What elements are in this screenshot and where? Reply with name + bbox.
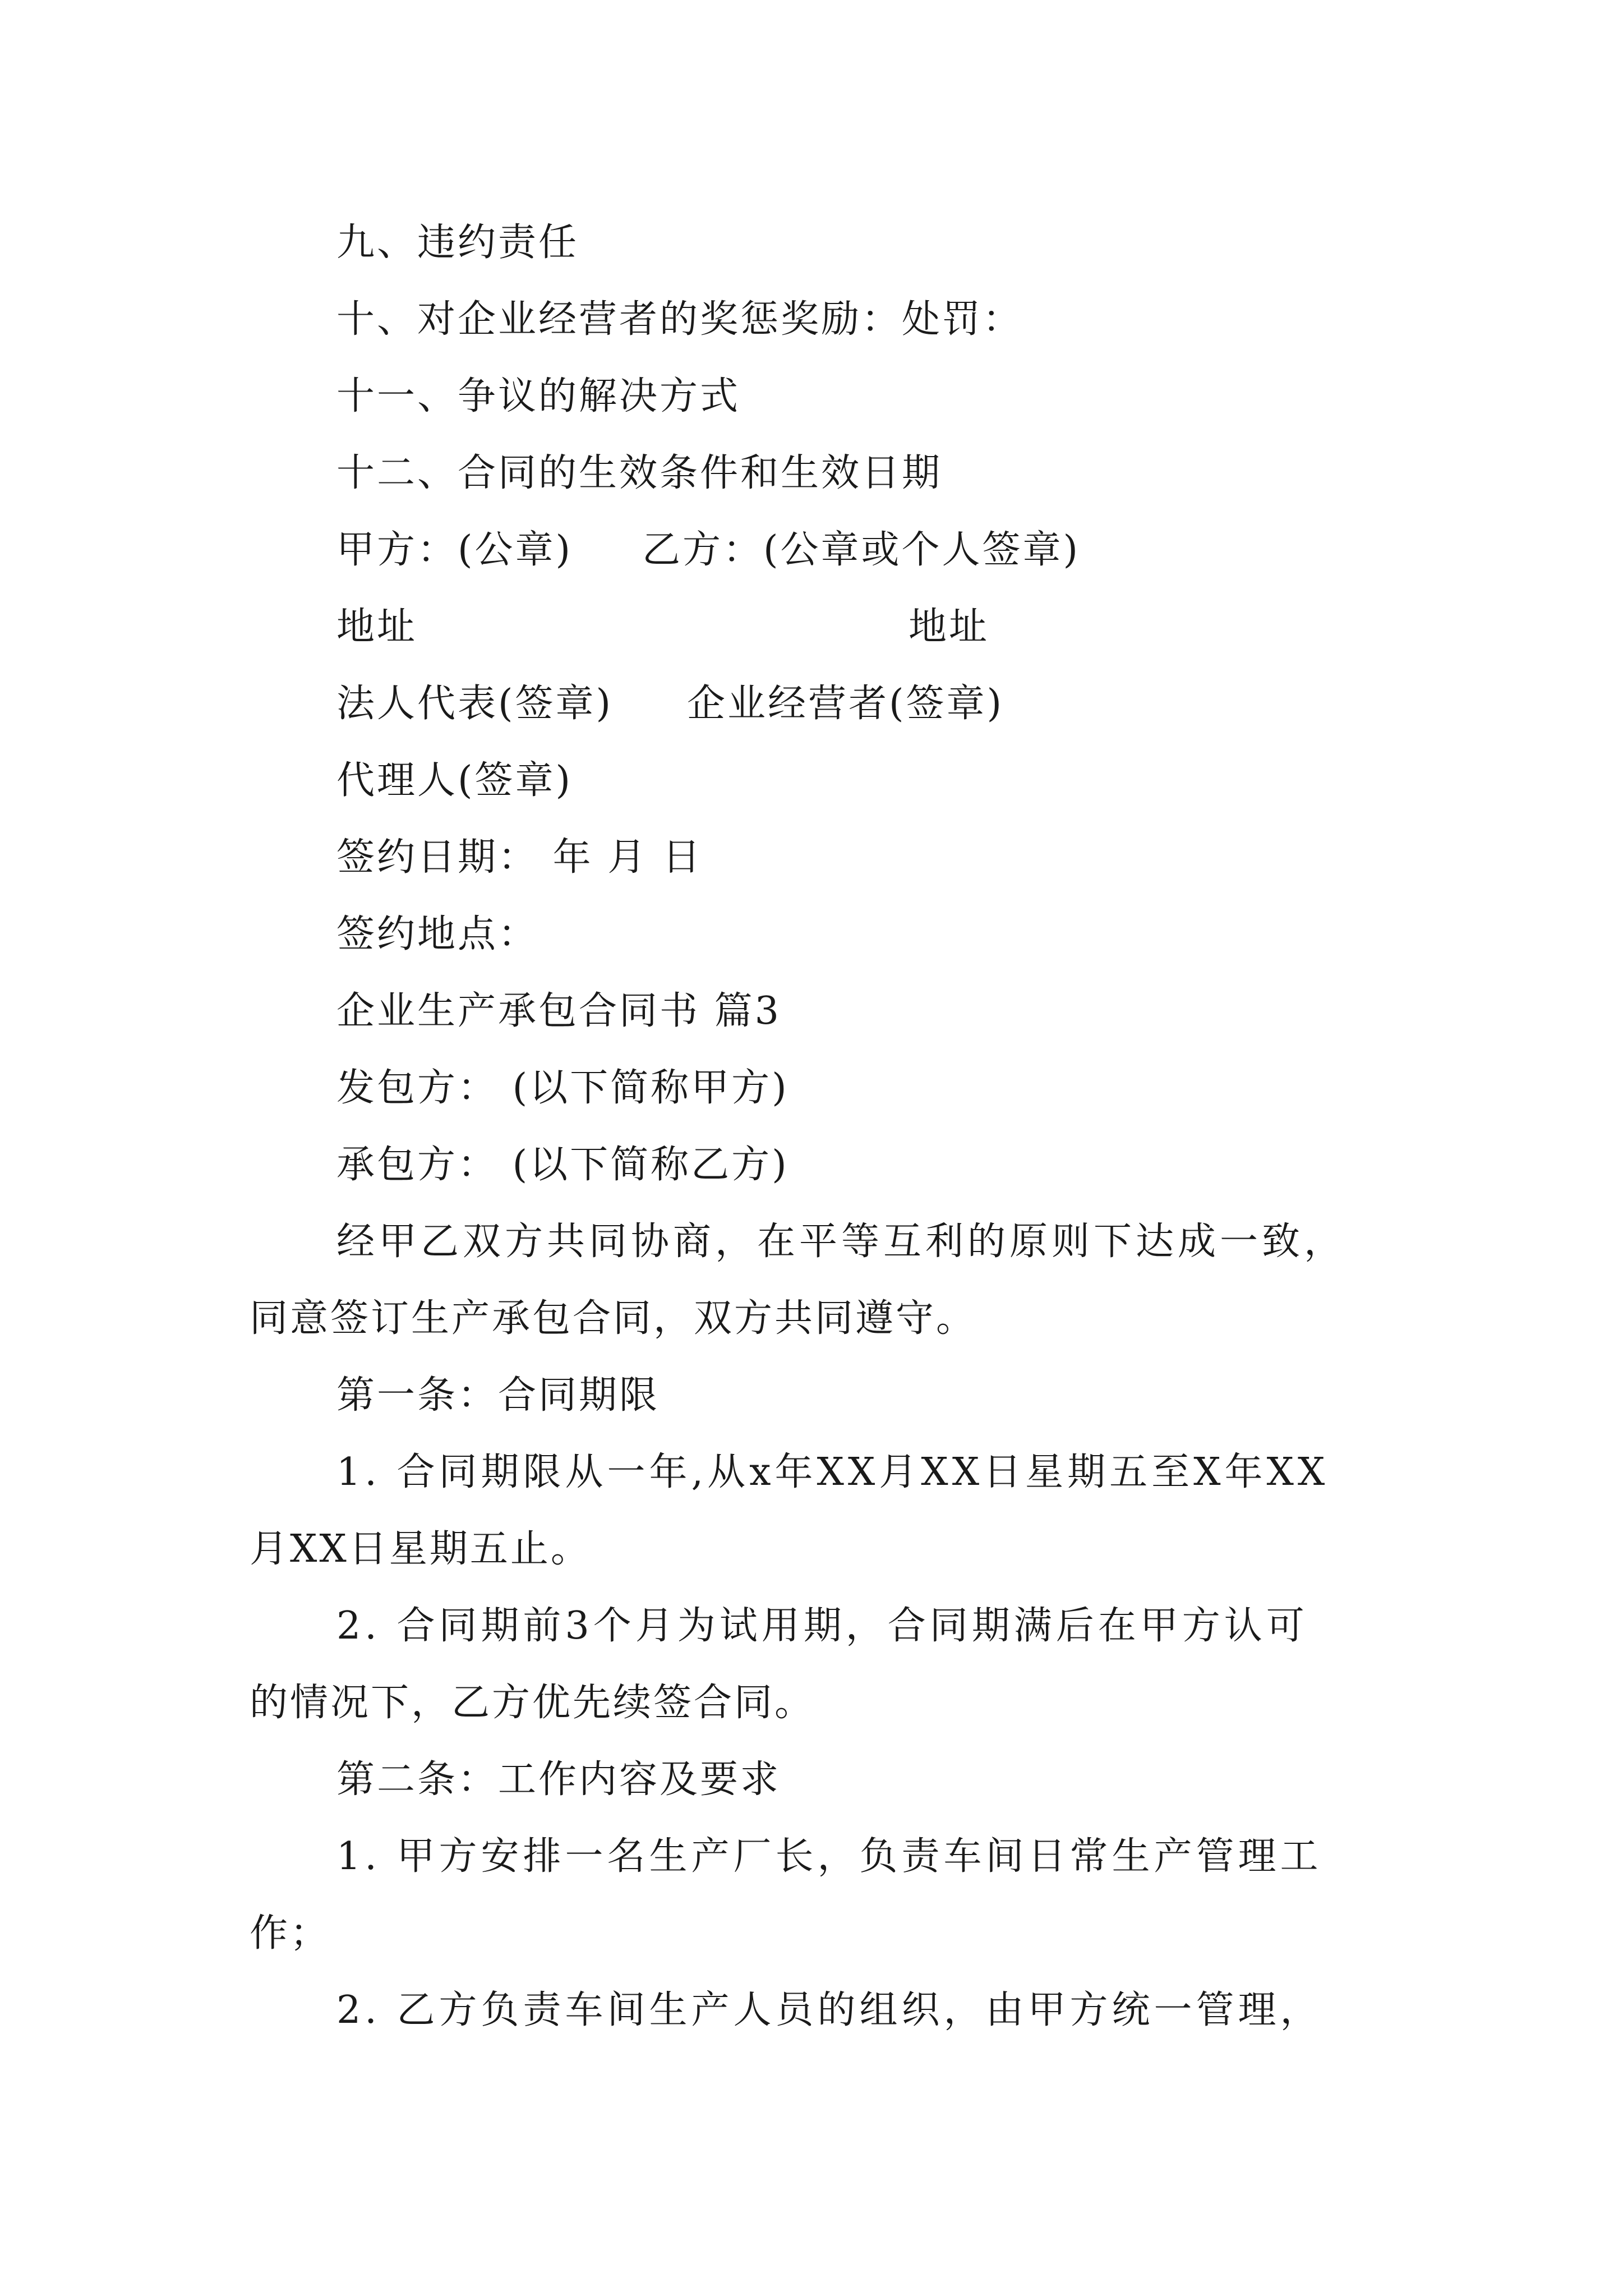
paragraph-line: 月XX日星期五止。 [250,1527,591,1571]
article-2-heading: 第二条：工作内容及要求 [336,1757,781,1802]
contractor-issuer: 发包方： (以下简称甲方) [336,1066,789,1110]
clause-12-heading: 十二、合同的生效条件和生效日期 [336,451,943,495]
agent-signature: 代理人(签章) [336,758,573,803]
contractor-receiver: 承包方： (以下简称乙方) [336,1143,789,1187]
paragraph-line: 同意签订生产承包合同，双方共同遵守。 [250,1296,977,1341]
party-b-address: 地址 [909,605,990,649]
clause-11-heading: 十一、争议的解决方式 [336,374,741,418]
article-1-heading: 第一条：合同期限 [336,1373,660,1418]
clause-9-heading: 九、违约责任 [336,220,579,265]
paragraph-line: 1. 甲方安排一名生产厂长，负责车间日常生产管理工 [336,1834,1322,1879]
signing-place: 签约地点： [336,912,539,956]
paragraph-line: 2. 合同期前3个月为试用期，合同期满后在甲方认可 [336,1604,1308,1648]
clause-10-heading: 十、对企业经营者的奖惩奖励：处罚： [336,297,1023,342]
paragraph-line: 2. 乙方负责车间生产人员的组织，由甲方统一管理， [336,1988,1322,2032]
legal-representative-signature: 法人代表(签章) [336,682,614,726]
paragraph-line: 的情况下，乙方优先续签合同。 [250,1681,815,1725]
party-a-address: 地址 [336,605,418,649]
paragraph-line: 经甲乙双方共同协商，在平等互利的原则下达成一致， [336,1220,1347,1264]
paragraph-line: 作； [250,1911,331,1955]
section-title: 企业生产承包合同书 篇3 [336,989,781,1033]
paragraph-line: 1. 合同期限从一年,从x年XX月XX日星期五至X年XX [336,1450,1329,1494]
party-a-seal: 甲方：(公章) [336,528,573,572]
signing-date: 签约日期： 年 月 日 [336,835,703,880]
party-b-seal: 乙方：(公章或个人签章) [642,528,1081,572]
operator-signature: 企业经营者(签章) [687,682,1004,726]
